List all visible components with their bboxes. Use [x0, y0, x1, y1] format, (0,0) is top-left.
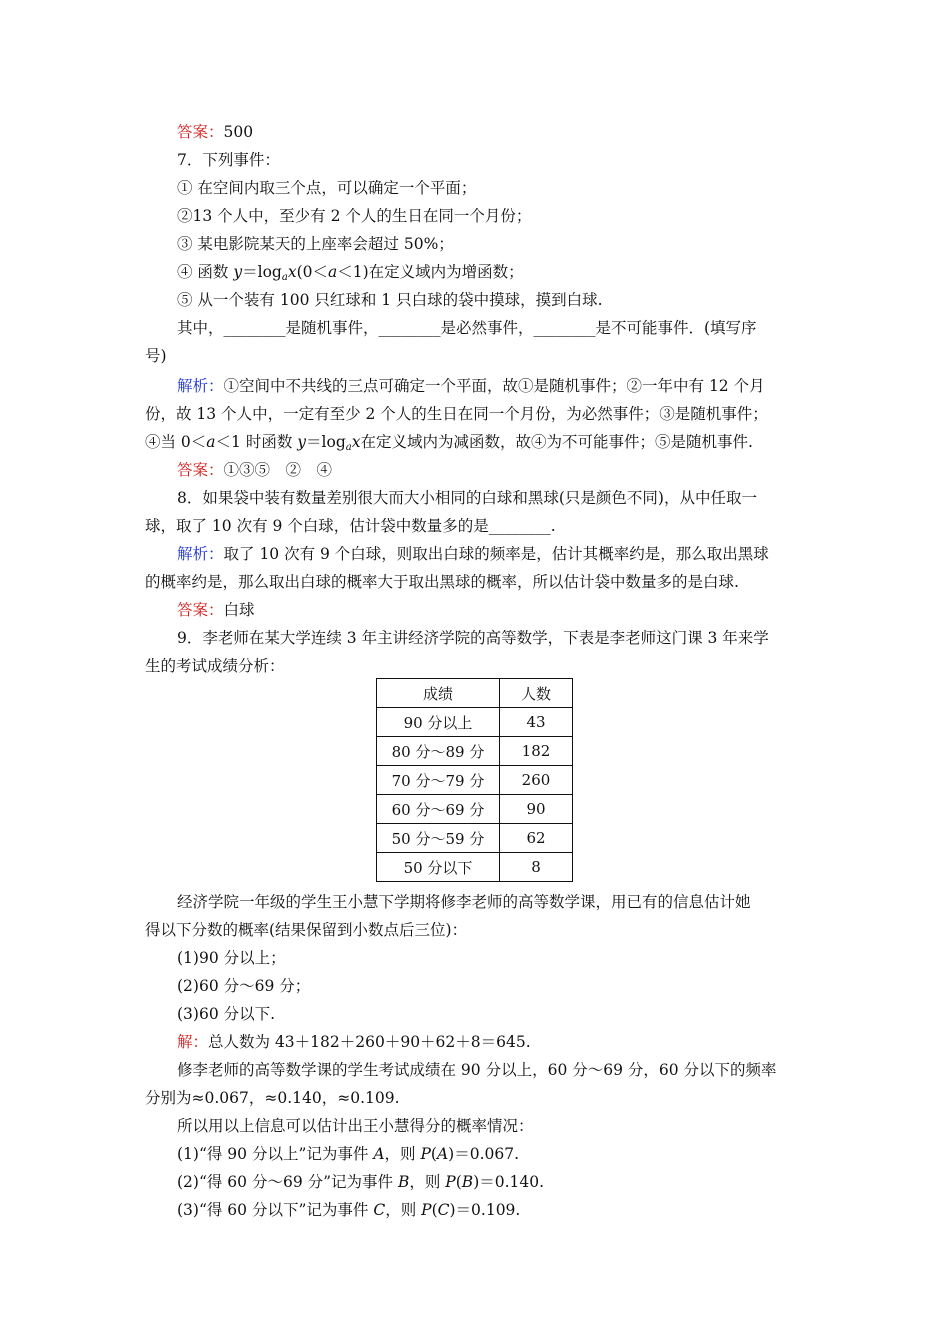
text: 在定义域内为减函数，故④为不可能事件；⑤是随机事件.: [360, 433, 753, 451]
q8-analysis-2: 的概率约是，那么取出白球的概率大于取出黑球的概率，所以估计袋中数量多的是白球.: [145, 573, 739, 591]
text: ＜1): [337, 263, 369, 281]
text: 在定义域内为增函数；: [368, 263, 524, 281]
table-row: [377, 708, 573, 737]
q9-solution-2: 修李老师的高等数学课的学生考试成绩在 90 分以上，60 分～69 分，60 分以下的频率: [177, 1061, 777, 1079]
answer-value: 500: [223, 123, 254, 141]
var-y: y: [297, 433, 307, 451]
table-cell: 50 分～59 分: [377, 824, 500, 853]
event-var: B: [461, 1173, 474, 1191]
q7-question-2: 号): [145, 347, 167, 365]
text: ，则: [385, 1201, 422, 1219]
q9-result-1: [177, 1144, 519, 1164]
answer-label: 答案：: [177, 123, 224, 141]
text: (3)“得 60 分以下”记为事件: [177, 1201, 374, 1219]
table-cell: 43: [500, 708, 573, 737]
table-header-cell: 成绩: [377, 679, 500, 708]
text: (: [455, 1173, 462, 1191]
q8-analysis-1: [177, 544, 769, 564]
text: )＝0.140.: [473, 1173, 545, 1191]
text: ，则: [384, 1145, 421, 1163]
q9-line-1: 9．李老师在某大学连续 3 年主讲经济学院的高等数学，下表是李老师这门课 3 年来学: [177, 629, 769, 647]
text: ④ 函数: [177, 263, 234, 281]
table-cell: 90: [500, 795, 573, 824]
table-cell: 50 分以下: [377, 853, 500, 882]
table-cell: 70 分～79 分: [377, 766, 500, 795]
text: ＝log: [242, 263, 282, 281]
table-row: [377, 853, 573, 882]
table-row: [377, 824, 573, 853]
q8-line-2: 球，取了 10 次有 9 个白球，估计袋中数量多的是________.: [145, 517, 556, 535]
analysis-label: 解析：: [177, 377, 224, 395]
table-cell: 80 分～89 分: [377, 737, 500, 766]
q7-analysis-3: [145, 432, 753, 455]
prob-p: P: [445, 1173, 456, 1191]
table-row: [377, 737, 573, 766]
var-a: a: [206, 433, 216, 451]
var-y: y: [233, 263, 243, 281]
table-header-cell: 人数: [500, 679, 573, 708]
q9-solution-4: 所以用以上信息可以估计出王小慧得分的概率情况：: [177, 1117, 534, 1135]
prob-p: P: [420, 1145, 431, 1163]
q8-answer: [177, 600, 255, 620]
text: )＝0.109.: [449, 1201, 521, 1219]
text: (: [430, 1145, 437, 1163]
log-base: a: [345, 442, 352, 453]
answer-value: ①③⑤ ② ④: [223, 461, 333, 479]
answer-6: [177, 122, 253, 142]
q7-item-4: [177, 262, 524, 285]
text: ＜1 时函数: [215, 433, 298, 451]
var-x: x: [351, 433, 361, 451]
q9-after-2: 得以下分数的概率(结果保留到小数点后三位)：: [145, 921, 468, 939]
table-cell: 260: [500, 766, 573, 795]
q7-analysis-1: [177, 376, 765, 396]
text: ，则: [409, 1173, 446, 1191]
q9-result-2: [177, 1172, 544, 1192]
event-var: C: [373, 1201, 386, 1219]
q7-answer: [177, 460, 332, 480]
q7-item-3: ③ 某电影院某天的上座率会超过 50%；: [177, 235, 454, 253]
prob-p: P: [421, 1201, 432, 1219]
q9-solution-3: 分别为≈0.067，≈0.140，≈0.109.: [145, 1089, 400, 1107]
log-base: a: [281, 272, 288, 283]
q9-sub-2: (2)60 分～69 分；: [177, 977, 311, 995]
q7-analysis-2: 份，故 13 个人中，一定有至少 2 个人的生日在同一个月份，为必然事件；③是随机事件；: [145, 405, 768, 423]
table-cell: 62: [500, 824, 573, 853]
event-var: A: [436, 1145, 449, 1163]
text: ＝log: [306, 433, 346, 451]
text: 总人数为 43＋182＋260＋90＋62＋8＝645.: [208, 1033, 531, 1051]
event-var: B: [397, 1173, 410, 1191]
answer-label: 答案：: [177, 601, 224, 619]
q9-result-3: [177, 1200, 520, 1220]
analysis-label: 解析：: [177, 545, 224, 563]
var-x: x: [287, 263, 297, 281]
event-var: C: [437, 1201, 450, 1219]
answer-label: 答案：: [177, 461, 224, 479]
text: )＝0.067.: [448, 1145, 520, 1163]
q9-sub-3: (3)60 分以下.: [177, 1005, 276, 1023]
text: (0＜: [296, 263, 328, 281]
q7-question-1: 其中，________是随机事件，________是必然事件，________是不可能事件．(填写序: [177, 319, 757, 337]
text: 取了 10 次有 9 个白球，则取出白球的频率是，估计其概率约是，那么取出黑球: [223, 545, 769, 563]
table-cell: 60 分～69 分: [377, 795, 500, 824]
text: ④当 0＜: [145, 433, 207, 451]
text: (2)“得 60 分～69 分”记为事件: [177, 1173, 398, 1191]
q7-stem: 7．下列事件：: [177, 151, 280, 169]
text: ①空间中不共线的三点可确定一个平面，故①是随机事件；②一年中有 12 个月: [223, 377, 765, 395]
q9-line-2: 生的考试成绩分析：: [145, 657, 285, 675]
score-table: [376, 678, 573, 882]
table-cell: 90 分以上: [377, 708, 500, 737]
table-row: [377, 795, 573, 824]
table-cell: 8: [500, 853, 573, 882]
answer-value: 白球: [223, 601, 255, 619]
q7-item-2: ②13 个人中，至少有 2 个人的生日在同一个月份；: [177, 207, 532, 225]
table-cell: 182: [500, 737, 573, 766]
table-header-row: [377, 679, 573, 708]
event-var: A: [373, 1145, 385, 1163]
q9-sub-1: (1)90 分以上；: [177, 949, 286, 967]
q9-solution-1: [177, 1032, 531, 1052]
q7-item-1: ① 在空间内取三个点，可以确定一个平面；: [177, 179, 477, 197]
q7-item-5: ⑤ 从一个装有 100 只红球和 1 只白球的袋中摸球，摸到白球.: [177, 291, 603, 309]
text: (: [431, 1201, 438, 1219]
text: (1)“得 90 分以上”记为事件: [177, 1145, 374, 1163]
solution-label: 解：: [177, 1033, 209, 1051]
q8-line-1: 8．如果袋中装有数量差别很大而大小相同的白球和黑球(只是颜色不同)，从中任取一: [177, 489, 757, 507]
var-a: a: [327, 263, 338, 281]
q9-after-1: 经济学院一年级的学生王小慧下学期将修李老师的高等数学课，用已有的信息估计她: [177, 893, 751, 911]
table-row: [377, 766, 573, 795]
